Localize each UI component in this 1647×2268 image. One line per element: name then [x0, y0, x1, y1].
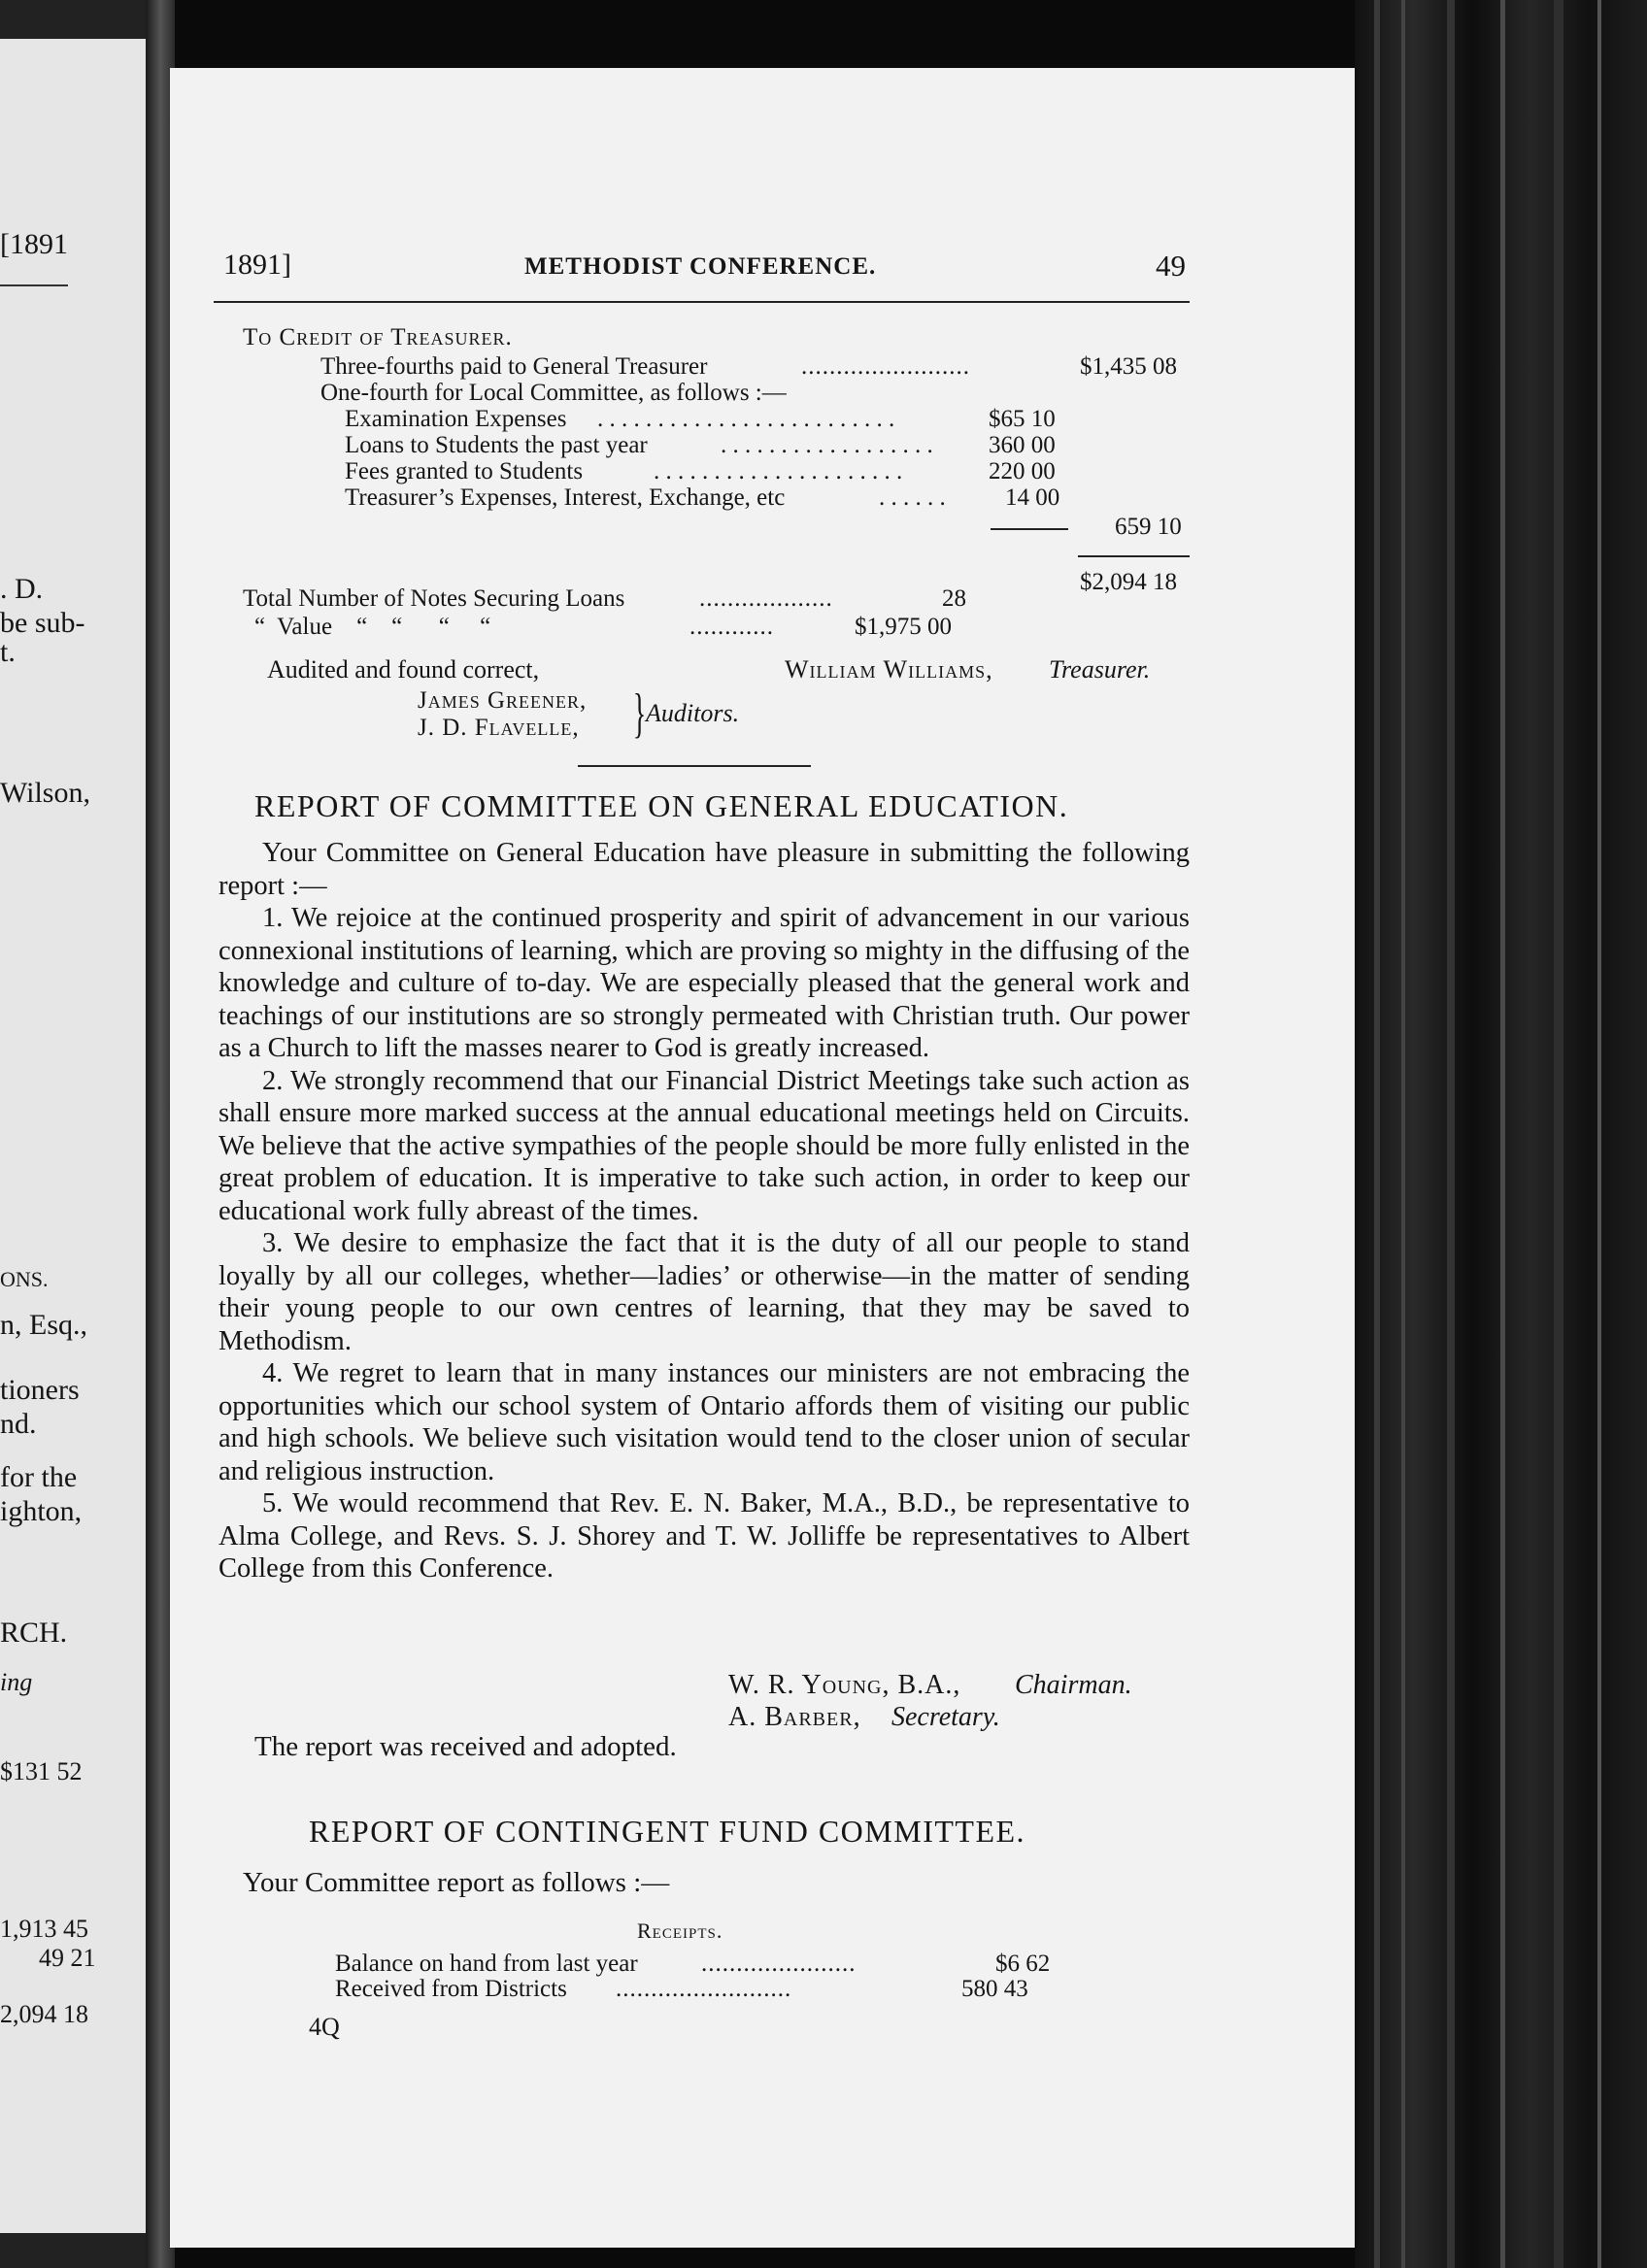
auditors-label: Auditors. — [646, 699, 740, 727]
leader-dots: . . . . . . . . . . . . . . . . . . — [721, 432, 933, 458]
header-title: METHODIST CONFERENCE. — [524, 253, 877, 280]
chairman-title: Chairman. — [1015, 1670, 1132, 1700]
education-item: 1. We rejoice at the continued prosperity and spirit of advancement in our various connexional institutions of learning, which are proving so mighty in the diffusing of the knowledge and culture of to-day. We are especially pleased that the general work and teachings of our institutions are so strongly permeated with Christian truth. Our power as a Church to lift the masses nearer to God is greatly increased. — [218, 903, 1190, 1063]
section-divider — [578, 765, 811, 767]
header-rule — [214, 301, 1190, 303]
leader-dots: ...................... — [701, 1951, 857, 1977]
signature-mark: 4Q — [309, 2013, 340, 2041]
left-fragment: t. — [0, 636, 16, 668]
credit-line1-label: Three-fourths paid to General Treasurer — [320, 353, 708, 380]
education-heading: REPORT OF COMMITTEE ON GENERAL EDUCATION. — [254, 788, 1069, 823]
left-fragment: $131 52 — [0, 1757, 83, 1785]
secretary-name: A. Barber, — [728, 1702, 861, 1732]
receipt-label: Received from Districts — [335, 1976, 567, 2002]
credit-line1-amount: $1,435 08 — [1080, 353, 1177, 380]
left-fragment: RCH. — [0, 1617, 68, 1649]
receipt-amount: 580 43 — [961, 1976, 1028, 2002]
education-item: 3. We desire to emphasize the fact that it is the duty of all our people to stand loyally by all our colleges, whether—ladies’ or otherwise—in the matter of sending their young people to our own centres of learning, that they may be saved to Methodism. — [218, 1228, 1190, 1356]
secretary-title: Secretary. — [891, 1702, 1000, 1732]
leader-dots: . . . . . . . . . . . . . . . . . . . . . . . . . — [597, 406, 895, 432]
notes-line2-label: “ Value “ “ “ “ — [254, 614, 491, 640]
auditor-name: J. D. Flavelle, — [418, 715, 580, 741]
left-fragment: for the — [0, 1461, 78, 1493]
credit-item-label: Treasurer’s Expenses, Interest, Exchange, etc — [345, 484, 786, 511]
credit-item-label: Fees granted to Students — [345, 458, 584, 484]
left-fragment: . D. — [0, 573, 44, 605]
education-item: 4. We regret to learn that in many instances our ministers are not embracing the opportunities which our school system of Ontario affords them of visiting our public and high schools. We believe such visitation would tend to the closer union of secular and religious instruction. — [218, 1358, 1190, 1486]
credit-item-amount: 360 00 — [989, 432, 1056, 458]
credit-subtotal: 659 10 — [1115, 514, 1182, 540]
leader-dots: ................... — [699, 585, 833, 612]
header-page-number: 49 — [1156, 249, 1186, 283]
left-fragment: 2,094 18 — [0, 2000, 88, 2028]
education-item: 2. We strongly recommend that our Financial District Meetings take such action as shall ensure more marked success at the annual educational meetings held on Circuits. We believe that the active sympathies of the people should be more fully enlisted in the great problem of education. It is imperative to take such action, in order to keep our educational work fully abreast of the times. — [218, 1065, 1190, 1226]
left-fragment: 49 21 — [39, 1944, 96, 1972]
left-fragment: n, Esq., — [0, 1309, 87, 1341]
receipt-amount: $6 62 — [995, 1951, 1051, 1977]
left-fragment: nd. — [0, 1408, 37, 1440]
left-fragment: 1,913 45 — [0, 1915, 88, 1943]
contingent-intro: Your Committee report as follows :— — [243, 1867, 670, 1898]
subtotal-rule — [991, 528, 1068, 530]
notes-value: $1,975 00 — [855, 614, 952, 640]
left-fragment: ighton, — [0, 1495, 83, 1527]
audit-text: Audited and found correct, — [267, 655, 540, 684]
leader-dots: ........................ — [801, 353, 970, 380]
left-fragment: [1891 — [0, 228, 68, 260]
credit-item-amount: 14 00 — [1005, 484, 1060, 511]
credit-line2-label: One-fourth for Local Committee, as follows :— — [320, 380, 787, 406]
report-adopted: The report was received and adopted. — [254, 1731, 677, 1762]
chairman-name: W. R. Young, B.A., — [728, 1670, 961, 1700]
notes-count: 28 — [942, 585, 966, 612]
credit-item-label: Loans to Students the past year — [345, 432, 648, 458]
leader-dots: ............ — [689, 614, 774, 640]
left-rule — [0, 284, 68, 286]
left-fragment: tioners — [0, 1374, 80, 1406]
auditor-name: James Greener, — [418, 687, 588, 714]
receipt-label: Balance on hand from last year — [335, 1951, 638, 1977]
left-page-edge — [0, 39, 146, 2233]
treasurer-name: William Williams, — [785, 655, 993, 684]
total-rule — [1078, 555, 1190, 557]
left-fragment: be sub- — [0, 607, 85, 639]
leader-dots: . . . . . . — [879, 484, 946, 511]
header-year: 1891] — [223, 249, 291, 281]
credit-item-label: Examination Expenses — [345, 406, 567, 432]
credit-item-amount: 220 00 — [989, 458, 1056, 484]
education-body — [218, 837, 1190, 1585]
leader-dots: . . . . . . . . . . . . . . . . . . . . . — [654, 458, 903, 484]
credit-total: $2,094 18 — [1080, 569, 1177, 595]
left-fragment: ONS. — [0, 1267, 49, 1291]
education-item: 5. We would recommend that Rev. E. N. Baker, M.A., B.D., be representative to Alma College, and Revs. S. J. Shorey and T. W. Jolliffe be representatives to Albert College from this Conference. — [218, 1488, 1190, 1584]
left-fragment: ing — [0, 1668, 33, 1696]
right-page-edges — [1355, 0, 1647, 2268]
treasurer-title: Treasurer. — [1049, 655, 1151, 684]
auditors-brace: } — [632, 684, 647, 744]
receipts-heading: Receipts. — [637, 1918, 723, 1943]
left-fragment: Wilson, — [0, 777, 90, 809]
notes-line1: Total Number of Notes Securing Loans — [243, 585, 625, 612]
leader-dots: ......................... — [616, 1976, 792, 2002]
credit-item-amount: $65 10 — [989, 406, 1056, 432]
contingent-heading: REPORT OF CONTINGENT FUND COMMITTEE. — [309, 1814, 1026, 1849]
education-intro: Your Committee on General Education have pleasure in submitting the following report :— — [218, 838, 1190, 901]
credit-heading: To Credit of Treasurer. — [243, 324, 513, 350]
